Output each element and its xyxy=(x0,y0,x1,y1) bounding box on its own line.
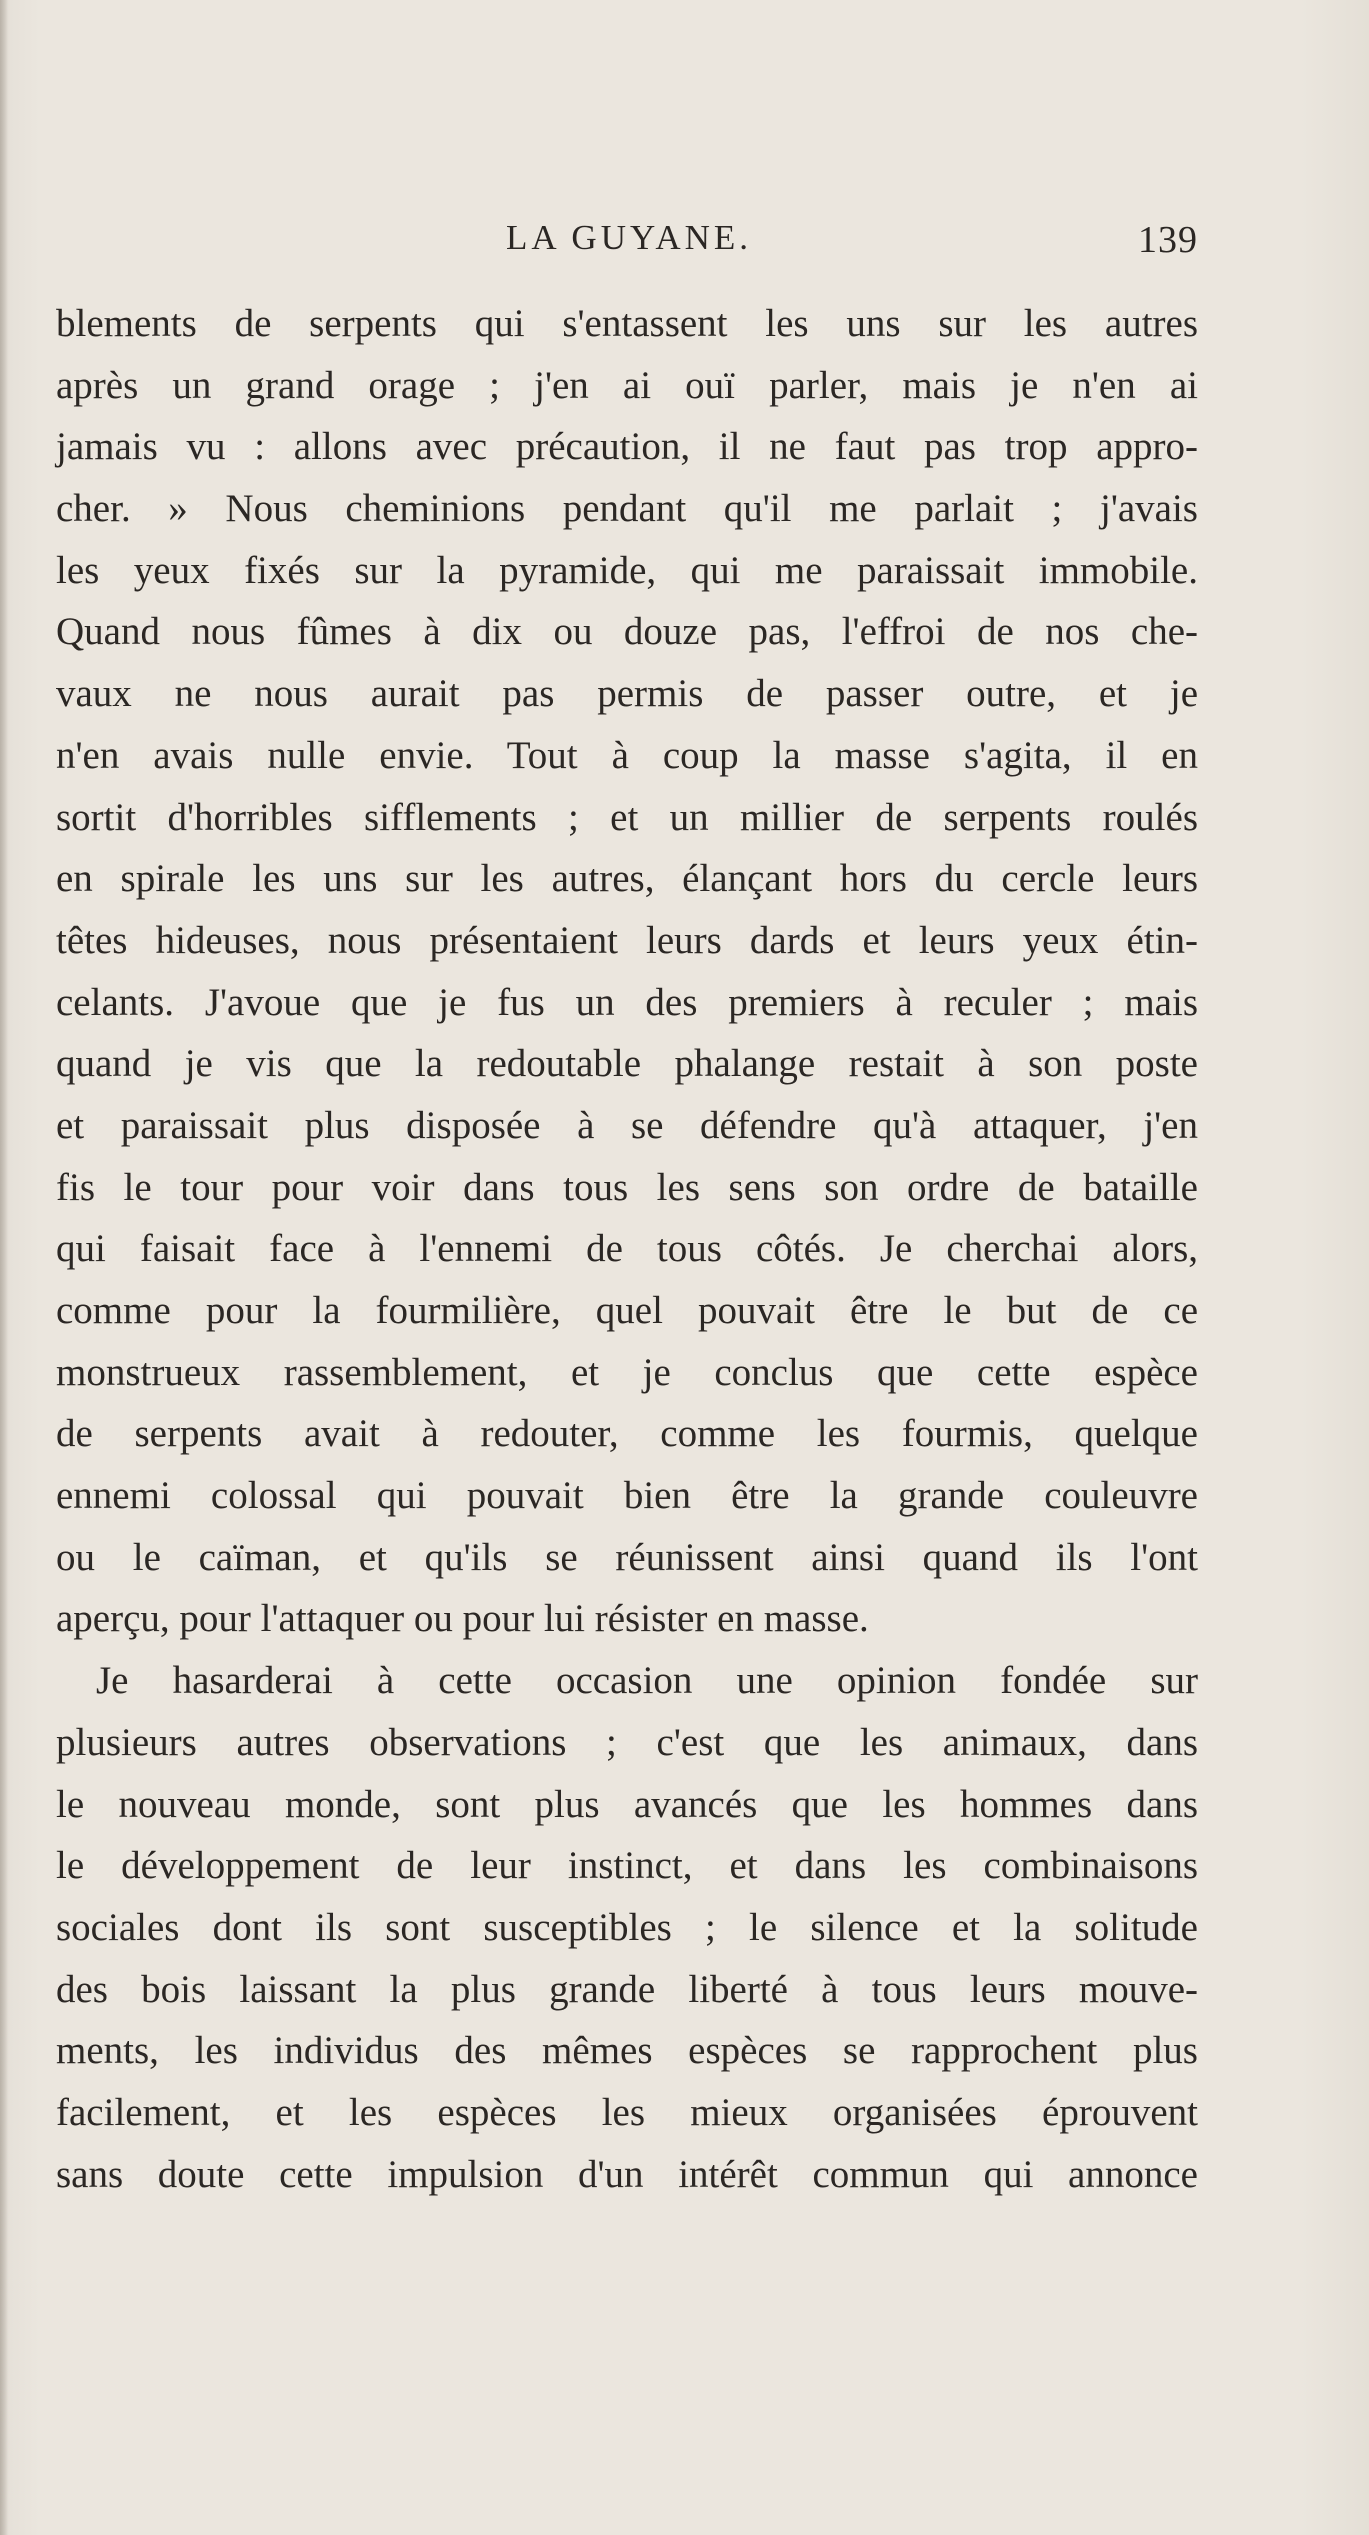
text-line: monstrueux rassemblement, et je conclus que cette espèce xyxy=(56,1350,1198,1394)
text-line: Quand nous fûmes à dix ou douze pas, l'effroi de nos che- xyxy=(56,610,1198,654)
text-line: plusieurs autres observations ; c'est que les animaux, dans xyxy=(56,1720,1198,1764)
text-line: n'en avais nulle envie. Tout à coup la masse s'agita, il en xyxy=(56,733,1198,777)
text-line: le développement de leur instinct, et dans les combinaisons xyxy=(56,1844,1198,1888)
text-line: quand je vis que la redoutable phalange restait à son poste xyxy=(56,1042,1198,1086)
text-line: les yeux fixés sur la pyramide, qui me paraissait immobile. xyxy=(56,548,1198,592)
text-line: celants. J'avoue que je fus un des premiers à reculer ; mais xyxy=(56,980,1198,1024)
text-line: en spirale les uns sur les autres, élançant hors du cercle leurs xyxy=(56,857,1198,901)
paragraph-end-line: aperçu, pour l'attaquer ou pour lui résister en masse. xyxy=(56,1597,869,1641)
text-line: ennemi colossal qui pouvait bien être la grande couleuvre xyxy=(56,1474,1198,1518)
text-line: ments, les individus des mêmes espèces se rapprochent plus xyxy=(56,2029,1198,2073)
text-line: jamais vu : allons avec précaution, il ne faut pas trop appro- xyxy=(56,425,1198,469)
text-line: sans doute cette impulsion d'un intérêt commun qui annonce xyxy=(56,2152,1198,2196)
text-line: qui faisait face à l'ennemi de tous côtés. Je cherchai alors, xyxy=(56,1227,1198,1271)
text-line: têtes hideuses, nous présentaient leurs dards et leurs yeux étin- xyxy=(56,918,1198,962)
text-line: des bois laissant la plus grande liberté à tous leurs mouve- xyxy=(56,1967,1198,2011)
text-line: sociales dont ils sont susceptibles ; le silence et la solitude xyxy=(56,1905,1198,1949)
text-line: le nouveau monde, sont plus avancés que les hommes dans xyxy=(56,1782,1198,1826)
text-line: comme pour la fourmilière, quel pouvait être le but de ce xyxy=(56,1289,1198,1332)
text-line: et paraissait plus disposée à se défendre qu'à attaquer, j'en xyxy=(56,1103,1198,1147)
body-text xyxy=(56,293,1198,2205)
text-line: après un grand orage ; j'en ai ouï parler, mais je n'en ai xyxy=(56,363,1198,407)
page-gutter-shadow xyxy=(0,0,8,2535)
text-line: de serpents avait à redouter, comme les fourmis, quelque xyxy=(56,1412,1198,1456)
running-header xyxy=(60,218,1198,278)
text-line: blements de serpents qui s'entassent les uns sur les autres xyxy=(56,302,1198,345)
running-title: LA GUYANE. xyxy=(505,218,753,257)
text-line: ou le caïman, et qu'ils se réunissent ainsi quand ils l'ont xyxy=(56,1535,1198,1579)
paragraph-start-line: Je hasarderai à cette occasion une opinion fondée sur xyxy=(96,1659,1198,1703)
text-line: sortit d'horribles sifflements ; et un millier de serpents roulés xyxy=(56,795,1198,839)
text-line: facilement, et les espèces les mieux organisées éprouvent xyxy=(56,2090,1198,2134)
text-line: vaux ne nous aurait pas permis de passer outre, et je xyxy=(56,672,1198,716)
page-number: 139 xyxy=(1138,219,1198,261)
text-line: cher. » Nous cheminions pendant qu'il me parlait ; j'avais xyxy=(56,487,1198,531)
text-line: fis le tour pour voir dans tous les sens son ordre de bataille xyxy=(56,1165,1198,1209)
